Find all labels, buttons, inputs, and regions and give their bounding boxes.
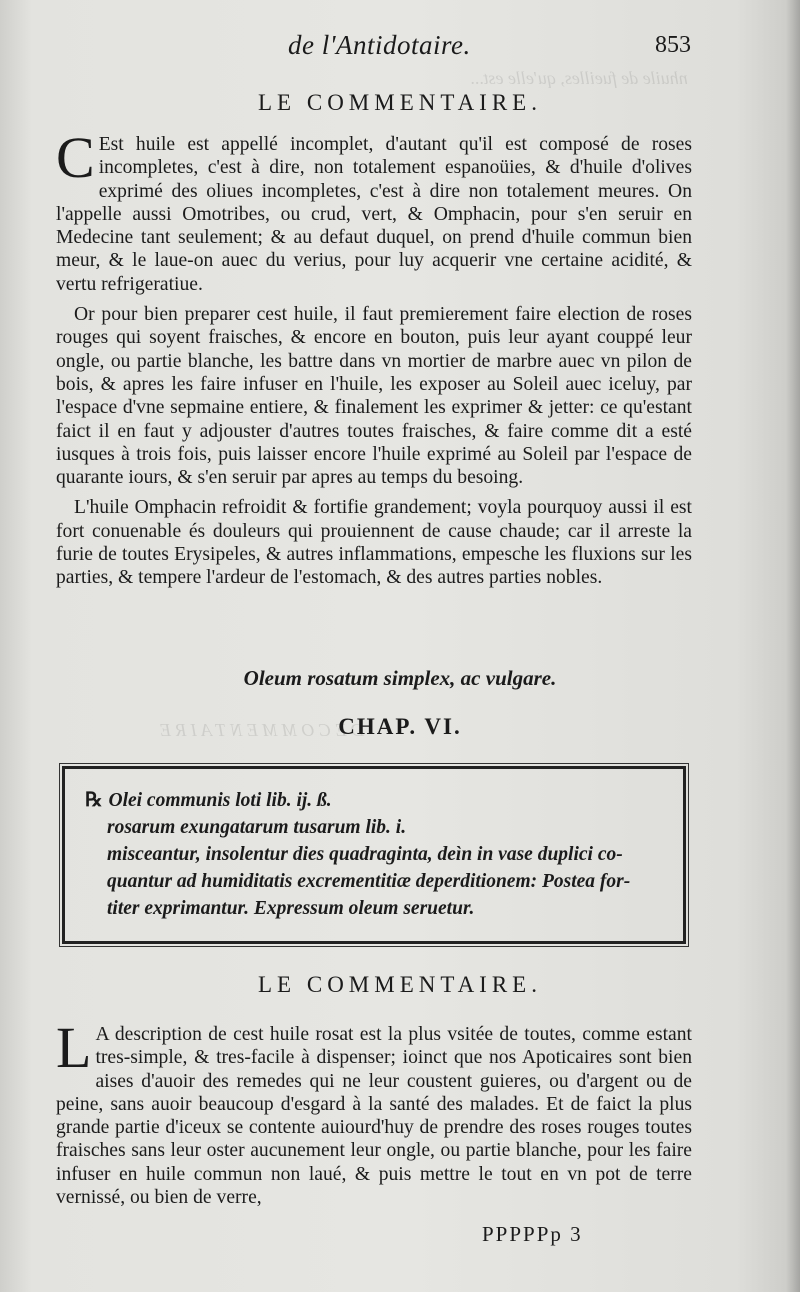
running-head — [0, 28, 800, 68]
recipe-line-1: ℞ Olei communis loti lib. ij. ß. — [85, 790, 332, 811]
recipe-line-5: titer exprimantur. Expressum oleum seruetur. — [107, 898, 475, 919]
page-number: 853 — [655, 32, 691, 58]
recipe-line-3: misceantur, insolentur dies quadraginta, deìn in vase duplici co- — [107, 844, 623, 865]
section-heading-1: LE COMMENTAIRE. — [258, 90, 542, 115]
paragraph-1-text: Est huile est appellé incomplet, d'autant qu'il est composé de roses incompletes, c'est à dire, non totalement espanoüies, & d'huile d'olives exprimé des oliues incompletes, c'est à dire non totalement meures. On l'appelle aussi Omotribes, ou crud, vert, & Omphacin, pour s'en seruir en Medecine tant seulement; & au defaut duquel, on prend d'huile commun bien meur, & le laue-on auec du verius, pour luy acquerir vne certaine acidité, & vertu refrigeratiue. — [56, 134, 692, 295]
paragraph-2: Or pour bien preparer cest huile, il faut premierement faire election de roses rouges qui soyent fraisches, & encore en bouton, puis leur ayant couppé leur ongle, ou partie blanche, les battre dans vn mortier de marbre auec vn pilon de bois, & apres les faire infuser en l'huile, les exposer au Soleil auec iceluy, par l'espace d'vne sepmaine entiere, & finalement les exprimer & jetter: ce qu'estant faict il en faut y adjouster d'autres toutes fraisches, & faire comme dit a esté iusques à trois fois, puis laisser encore l'huile exprimé au Soleil par l'espace de quarante iours, & s'en seruir par apres au temps du besoing. — [56, 304, 692, 489]
paragraph-4-text: A description de cest huile rosat est la plus vsitée de toutes, comme estant tres-simple, & tres-facile à dispenser; ioinct que nos Apoticaires sont bien aises d'auoir des remedes qui ne leur coustent guieres, ou d'argent ou de peine, sans auoir beaucoup d'esgard à la santé des malades. Et de faict la plus grande partie d'iceux se contente auiourd'huy de prendre des roses rouges toutes fraisches sans leur oster aucunement leur ongle, ou partie blanche, pour les faire infuser en huile commun non laué, & puis mettre le tout en vn pot de terre vernissé, ou bien de verre, — [56, 1024, 692, 1209]
signature-mark: PPPPPp 3 — [482, 1222, 583, 1246]
recipe-line-2: rosarum exungatarum tusarum lib. i. — [107, 817, 407, 838]
chapter-heading: CHAP. VI. — [338, 714, 462, 739]
recipe-lines — [85, 787, 675, 922]
drop-capital-c: C — [56, 125, 95, 190]
paragraph-1 — [56, 125, 692, 296]
recipe-line-4: quantur ad humiditatis excrementitiæ deperditionem: Postea for- — [107, 871, 631, 892]
commentary-1 — [56, 125, 692, 590]
recipe-symbol: ℞ — [85, 790, 103, 811]
recipe-box — [62, 766, 686, 944]
commentary-2 — [56, 1015, 692, 1209]
page-edge-shadow — [786, 0, 800, 1292]
bleed-through-text: nhuile de fueilles, qu'elle est... — [470, 68, 688, 88]
paragraph-4 — [56, 1015, 692, 1209]
running-title: de l'Antidotaire. — [288, 30, 471, 60]
bleed-through-heading: D E C O M M E N T A I R E — [160, 720, 365, 740]
section-heading-2: LE COMMENTAIRE. — [258, 972, 542, 997]
paragraph-3: L'huile Omphacin refroidit & fortifie grandement; voyla pourquoy aussi il est fort conuenable és douleurs qui prouiennent de cause chaude; car il arreste la furie de toutes Erysipeles, & autres inflammations, empesche les fluxions sur les parties, & tempere l'ardeur de l'estomach, & des autres parties nobles. — [56, 497, 692, 589]
recipe-title: Oleum rosatum simplex, ac vulgare. — [243, 666, 557, 690]
drop-capital-l: L — [56, 1015, 92, 1080]
